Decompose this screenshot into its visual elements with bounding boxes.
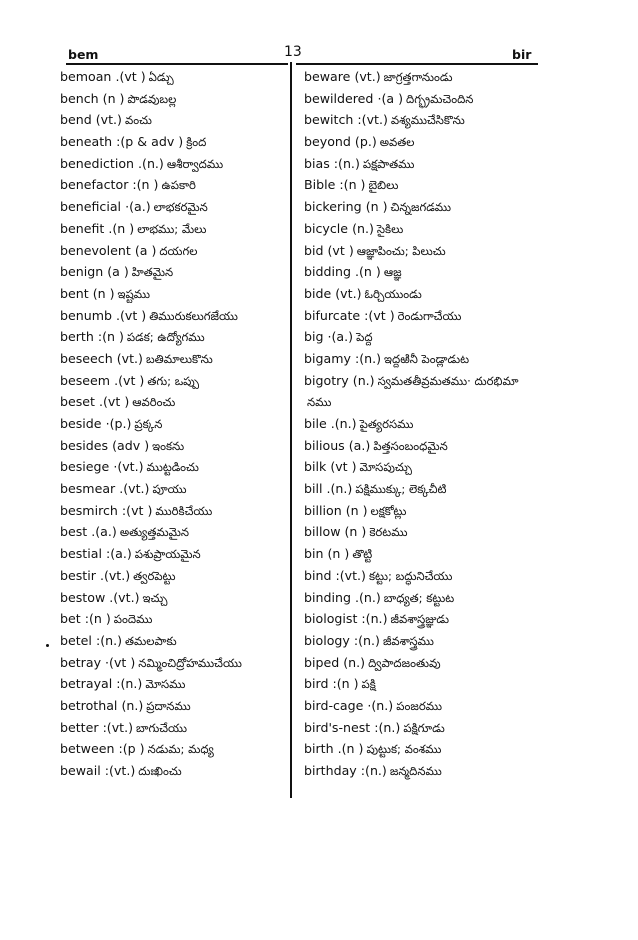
dictionary-entry [60,218,288,240]
dictionary-entry [60,456,288,478]
telugu-meaning: ఇంకను [152,438,185,453]
dictionary-entry [60,283,288,305]
telugu-meaning: ఏడ్చు [148,70,174,84]
headword: big [304,329,324,345]
telugu-meaning: పక్షపాతము [362,156,415,171]
telugu-meaning: నమ్మించిద్రోహముచేయు [138,655,242,670]
dictionary-entry [304,88,538,110]
headword: bigotry [304,372,349,388]
headword: benefactor [60,177,129,193]
page-number: 13 [284,44,302,60]
telugu-meaning: బైబిలు [368,178,399,193]
part-of-speech: .(n.) [330,416,357,431]
part-of-speech: .(n ) [337,741,364,757]
headword: bile [304,416,327,431]
headword: bilk [304,459,327,475]
dictionary-entry [60,174,288,196]
telugu-meaning: దుఃఖించు [138,764,182,778]
part-of-speech: (n ) [344,524,367,540]
part-of-speech: :(n.) [361,611,388,627]
telugu-meaning: అవతల [379,135,415,150]
headword: bemoan [60,69,112,84]
part-of-speech: ·(a.) [327,329,354,345]
part-of-speech: :(vt.) [102,719,134,735]
telugu-meaning: నము [307,395,332,410]
dictionary-entry [304,413,538,435]
telugu-meaning: చిన్నజగడము [390,200,452,215]
part-of-speech: :(n ) [132,177,159,193]
part-of-speech: .(vt ) [115,307,147,323]
part-of-speech: :(n.) [333,155,360,171]
dictionary-entry [60,109,288,131]
dictionary-entry [304,153,538,175]
headword: bestow [60,589,106,605]
headword: birthday [304,763,357,778]
headword: beneath [60,134,113,150]
dictionary-entry [304,435,538,457]
telugu-meaning: జన్మదినము [389,764,442,778]
dictionary-entry [60,326,288,348]
headword: beset [60,394,95,410]
dictionary-entry [304,348,538,370]
part-of-speech: :(vt.) [357,112,388,128]
headword: benediction [60,155,135,171]
left-column [60,66,288,782]
headword: billow [304,524,341,540]
headword: benign [60,264,104,280]
telugu-meaning: లక్షకోట్లు [370,503,407,518]
telugu-meaning: ఆజ్ఞాపించు; పిలుచు [356,243,446,258]
headword: bill [304,481,323,497]
dictionary-entry [304,109,538,131]
telugu-meaning: త్వరపెట్టు [133,568,176,583]
telugu-meaning: లాభము; మేలు [137,221,207,236]
part-of-speech: :(vt.) [104,763,136,778]
dictionary-entry [60,413,288,435]
telugu-meaning: బతిమాలుకొను [145,351,213,366]
telugu-meaning: తిమురుకలుగజేయు [149,308,238,323]
header-rule-right [296,63,538,65]
headword: benefit [60,220,105,236]
telugu-meaning: మురికిచేయు [155,503,213,518]
dictionary-entry [60,240,288,262]
telugu-meaning: పక్షి [361,677,376,692]
dictionary-entry [304,695,538,717]
headword: billion [304,502,342,518]
headword: besmirch [60,502,118,518]
headword: betrothal [60,697,118,713]
dictionary-entry [304,326,538,348]
headword: bid [304,242,324,258]
part-of-speech: .(n ) [354,264,381,280]
headword: between [60,741,115,757]
telugu-meaning: పూయు [152,482,187,497]
telugu-meaning: పశుప్రాయమైన [134,547,201,562]
part-of-speech: :(n.) [374,719,401,735]
dictionary-entry [60,717,288,739]
headword: bird [304,676,329,692]
telugu-meaning: ఉపకారి [161,178,196,193]
part-of-speech: (n ) [327,546,350,562]
part-of-speech: ·(vt ) [105,654,136,670]
dictionary-entry [304,66,538,88]
part-of-speech: .(vt.) [99,567,131,583]
headword: besmear [60,481,116,497]
telugu-meaning: మోసపుచ్చు [359,460,412,475]
telugu-meaning: పిత్తసంబంధమైన [373,438,448,453]
dictionary-entry [304,131,538,153]
dictionary-entry [304,543,538,565]
telugu-meaning: క్రింద [186,135,207,150]
dictionary-entry [60,543,288,565]
guide-word-left: bem [68,47,99,62]
dictionary-entry [60,131,288,153]
part-of-speech: .(n ) [108,220,135,236]
telugu-meaning: తగు; ఒప్పు [147,373,200,388]
telugu-meaning: వంచు [124,113,152,128]
part-of-speech: .(vt ) [114,372,145,388]
part-of-speech: (n.) [343,654,366,670]
telugu-meaning: ఓర్చియుండు [364,286,422,301]
dictionary-entry [304,283,538,305]
headword: bin [304,546,324,562]
part-of-speech: .(n.) [138,155,164,171]
part-of-speech: :(n ) [339,177,366,193]
part-of-speech: :(n.) [360,763,387,778]
part-of-speech: (a ) [134,242,157,258]
part-of-speech: (p.) [354,134,377,150]
part-of-speech: (vt.) [354,69,381,84]
dictionary-entry [304,521,538,543]
telugu-meaning: కెరటము [369,525,408,540]
headword: binding [304,589,351,605]
headword: berth [60,329,94,345]
telugu-meaning: జాగ్రత్తగానుండు [383,70,453,84]
dictionary-entry [60,673,288,695]
part-of-speech: ·(vt.) [113,459,144,475]
column-divider [290,62,292,798]
headword: besides [60,437,109,453]
headword: bestir [60,567,96,583]
headword: betray [60,654,102,670]
part-of-speech: (vt ) [327,242,354,258]
telugu-meaning: సైకిలు [376,221,404,236]
telugu-meaning: పక్షిముక్కు; లెక్కచీటి [355,482,447,497]
dictionary-entry [60,88,288,110]
headword: biology [304,632,350,648]
part-of-speech: :(p ) [118,741,145,757]
telugu-meaning: లాభకరమైన [153,200,208,215]
telugu-meaning: పందెము [113,612,153,627]
part-of-speech: ·(a.) [125,199,151,215]
part-of-speech: :(n ) [332,676,359,692]
headword: biologist [304,611,358,627]
part-of-speech: (vt.) [335,285,362,301]
telugu-meaning: ఆజ్ఞ [383,265,402,280]
dictionary-entry [304,673,538,695]
dictionary-entry [60,760,288,782]
headword: beneficial [60,199,122,215]
part-of-speech: (vt.) [95,112,122,128]
dictionary-entry [60,348,288,370]
dictionary-entry [60,500,288,522]
dictionary-entry [304,587,538,609]
part-of-speech: .(n.) [326,481,353,497]
part-of-speech: :(n ) [97,329,124,345]
dictionary-entry [304,261,538,283]
part-of-speech: (n.) [121,697,144,713]
telugu-meaning: పక్షిగూడు [403,720,445,735]
part-of-speech: (adv ) [112,437,150,453]
headword: Bible [304,177,336,193]
margin-mark [46,644,49,647]
dictionary-entry [60,153,288,175]
telugu-meaning: బాధ్యత; కట్టుట [383,590,455,605]
telugu-meaning: ద్విపాదజంతువు [368,655,441,670]
part-of-speech: (n ) [92,285,115,301]
dictionary-entry [304,218,538,240]
dictionary-entry [60,587,288,609]
headword: bide [304,285,332,301]
headword: beyond [304,134,351,150]
headword: bias [304,155,330,171]
telugu-meaning: బాగుచేయు [136,720,187,735]
dictionary-entry [60,695,288,717]
telugu-meaning: పడక; ఉద్యోగము [126,330,205,345]
headword: betel [60,632,92,648]
part-of-speech: (n.) [352,372,375,388]
telugu-meaning: ఆశీర్వాదము [166,156,224,171]
dictionary-entry [60,478,288,500]
dictionary-entry [60,738,288,760]
headword: besiege [60,459,110,475]
headword: birth [304,741,334,757]
headword: bird's-nest [304,719,371,735]
headword: bend [60,112,92,128]
telugu-meaning: ముట్టడించు [146,460,199,475]
dictionary-entry [304,500,538,522]
part-of-speech: .(a.) [91,524,117,540]
telugu-meaning: ఇద్దఱినీ పెండ్లాడుట [384,351,470,366]
dictionary-entry [60,521,288,543]
headword: benevolent [60,242,131,258]
headword: beware [304,69,351,84]
part-of-speech: ·(a ) [377,90,404,106]
telugu-meaning: తొట్టి [352,547,373,562]
part-of-speech: ·(n.) [367,697,394,713]
dictionary-entry [60,196,288,218]
telugu-meaning: స్వమతతీవ్రమతము· దురభిమా [377,373,519,388]
headword: bidding [304,264,351,280]
dictionary-entry [60,565,288,587]
headword: best [60,524,88,540]
telugu-meaning: నడుమ; మధ్య [147,742,214,757]
header-rule-left [66,63,288,65]
guide-word-right: bir [512,47,532,62]
dictionary-entry [304,738,538,760]
headword: bickering [304,199,362,215]
telugu-meaning: దిగ్భ్రమచెందిన [406,91,474,106]
dictionary-entry [60,630,288,652]
headword: bifurcate [304,307,361,323]
part-of-speech: :(n.) [95,632,123,648]
headword: biped [304,654,340,670]
part-of-speech: :(p & adv ) [116,134,184,150]
headword: better [60,719,99,735]
headword: bilious [304,437,345,453]
part-of-speech: .(vt ) [115,69,146,84]
part-of-speech: :(vt ) [364,307,395,323]
part-of-speech: :(n.) [116,676,143,692]
part-of-speech: (n ) [102,90,125,106]
part-of-speech: .(vt ) [99,394,130,410]
dictionary-entry [60,652,288,674]
dictionary-entry [304,305,538,327]
headword: bet [60,611,81,627]
headword: bench [60,90,99,106]
part-of-speech: :(vt ) [121,502,153,518]
dictionary-entry [60,305,288,327]
headword: betrayal [60,676,113,692]
telugu-meaning: జీవశాస్త్రజ్ఞుడు [390,612,450,627]
headword: bestial [60,546,102,562]
dictionary-entry [304,456,538,478]
dictionary-entry [304,608,538,630]
dictionary-entry [304,565,538,587]
headword: bigamy [304,350,351,366]
dictionary-entry [304,478,538,500]
headword: bewildered [304,90,374,106]
part-of-speech: ·(p.) [105,416,132,431]
telugu-meaning: పెద్ద [356,330,373,345]
right-column [304,66,538,782]
telugu-meaning: జీవశాస్త్రము [382,633,434,648]
telugu-meaning: పైత్యరసము [359,417,414,431]
dictionary-entry [304,760,538,782]
part-of-speech: .(vt.) [109,589,140,605]
dictionary-entry [304,196,538,218]
dictionary-entry [60,66,288,88]
telugu-meaning: పొడవుబల్ల [127,91,177,106]
part-of-speech: (n.) [352,220,374,236]
headword: benumb [60,307,112,323]
dictionary-entry [60,391,288,413]
dictionary-entry [304,391,538,413]
part-of-speech: :(vt.) [335,567,366,583]
headword: bewitch [304,112,354,128]
headword: bent [60,285,89,301]
headword: beseem [60,372,111,388]
telugu-meaning: పంజరము [396,698,442,713]
headword: beside [60,416,102,431]
dictionary-entry [304,370,538,392]
part-of-speech: .(n.) [354,589,381,605]
part-of-speech: :(n.) [353,632,380,648]
headword: beseech [60,350,113,366]
telugu-meaning: కట్టు; బద్ధునిచేయు [368,568,453,583]
dictionary-entry [60,608,288,630]
part-of-speech: (n ) [345,502,368,518]
telugu-meaning: ఇష్టము [117,286,151,301]
part-of-speech: (a ) [107,264,129,280]
headword: bird-cage [304,697,364,713]
telugu-meaning: ఆవరించు [132,395,176,410]
headword: bewail [60,763,101,778]
dictionary-entry [304,717,538,739]
dictionary-entry [304,652,538,674]
dictionary-entry [60,435,288,457]
dictionary-entry [304,240,538,262]
part-of-speech: :(n.) [354,350,382,366]
dictionary-entry [60,370,288,392]
telugu-meaning: మోసము [145,677,186,692]
part-of-speech: :(a.) [105,546,132,562]
part-of-speech: :(n ) [84,611,111,627]
headword: bicycle [304,220,349,236]
part-of-speech: (n ) [365,199,388,215]
part-of-speech: (vt ) [330,459,357,475]
telugu-meaning: అత్యుత్తమమైన [119,525,190,540]
telugu-meaning: వశ్యముచేసికొను [390,113,465,128]
part-of-speech: (a.) [348,437,371,453]
telugu-meaning: పుట్టుక; వంశము [366,742,442,757]
dictionary-entry [304,630,538,652]
headword: bind [304,567,332,583]
telugu-meaning: ప్రదానము [146,698,191,713]
telugu-meaning: హితమైన [131,265,174,280]
dictionary-entry [304,174,538,196]
part-of-speech: (vt.) [116,350,143,366]
dictionary-entry [60,261,288,283]
telugu-meaning: తమలపాకు [125,633,177,648]
telugu-meaning: ప్రక్కన [134,417,163,431]
telugu-meaning: రెండుగాచేయు [397,308,462,323]
telugu-meaning: దయగల [159,243,198,258]
telugu-meaning: ఇచ్చు [142,590,168,605]
part-of-speech: .(vt.) [119,481,150,497]
